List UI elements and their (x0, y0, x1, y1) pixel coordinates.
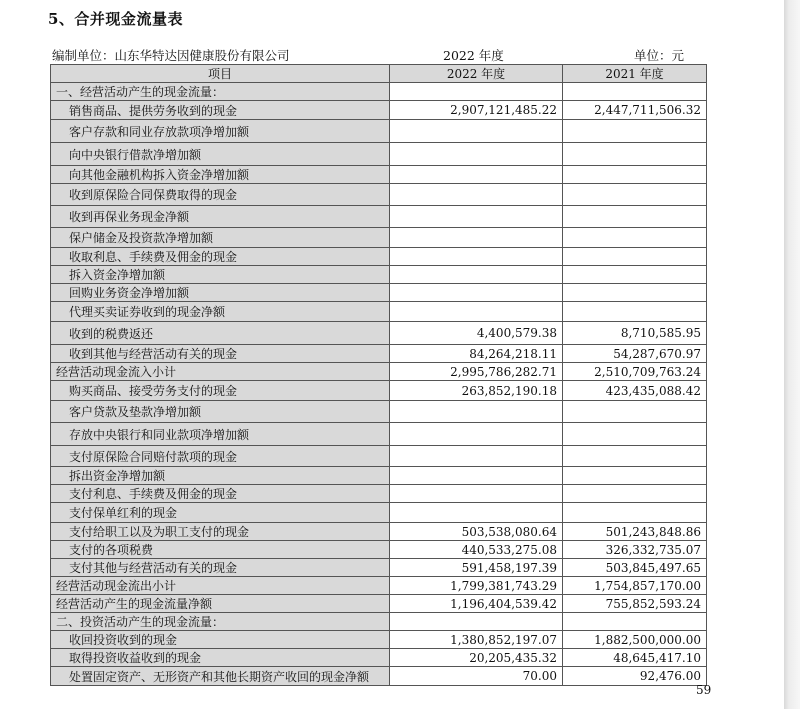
row-label: 取得投资收益收到的现金 (51, 649, 390, 667)
value-2022 (390, 184, 563, 206)
value-2021 (563, 284, 707, 302)
value-2022: 2,995,786,282.71 (390, 363, 563, 381)
value-2022: 4,400,579.38 (390, 322, 563, 345)
table-row (51, 631, 707, 649)
value-2021 (563, 485, 707, 503)
table-row (51, 228, 707, 248)
row-label: 收取利息、手续费及佣金的现金 (51, 248, 390, 266)
table-row (51, 101, 707, 120)
table-row (51, 83, 707, 101)
value-2022 (390, 467, 563, 485)
value-2021 (563, 467, 707, 485)
value-2021: 501,243,848.86 (563, 523, 707, 541)
page-number: 59 (696, 683, 712, 697)
value-2022: 2,907,121,485.22 (390, 101, 563, 120)
table-header-row (51, 65, 707, 83)
row-label: 经营活动产生的现金流量净额 (51, 595, 390, 613)
row-label: 支付原保险合同赔付款项的现金 (51, 446, 390, 467)
value-2021 (563, 446, 707, 467)
table-row (51, 284, 707, 302)
value-2022: 591,458,197.39 (390, 559, 563, 577)
table-row (51, 322, 707, 345)
value-2021: 423,435,088.42 (563, 381, 707, 401)
page-edge-shadow (784, 0, 800, 709)
value-2022 (390, 228, 563, 248)
table-row (51, 485, 707, 503)
table-row (51, 667, 707, 686)
table-row (51, 467, 707, 485)
row-label: 收到的税费返还 (51, 322, 390, 345)
value-2021 (563, 302, 707, 322)
row-label: 保户储金及投资款净增加额 (51, 228, 390, 248)
table-row (51, 577, 707, 595)
value-2022 (390, 485, 563, 503)
table-row (51, 381, 707, 401)
table-row (51, 184, 707, 206)
table-row (51, 248, 707, 266)
value-2021 (563, 423, 707, 446)
value-2022: 440,533,275.08 (390, 541, 563, 559)
header-2021: 2021 年度 (563, 65, 707, 83)
value-2021: 92,476.00 (563, 667, 707, 686)
value-2022: 263,852,190.18 (390, 381, 563, 401)
value-2021: 48,645,417.10 (563, 649, 707, 667)
table-row (51, 302, 707, 322)
header-item: 项目 (51, 65, 390, 83)
value-2021 (563, 401, 707, 423)
value-2022: 1,380,852,197.07 (390, 631, 563, 649)
row-label: 支付其他与经营活动有关的现金 (51, 559, 390, 577)
table-row (51, 143, 707, 166)
value-2021 (563, 83, 707, 101)
value-2021: 8,710,585.95 (563, 322, 707, 345)
value-2021 (563, 120, 707, 143)
value-2022 (390, 613, 563, 631)
value-2021 (563, 266, 707, 284)
table-row (51, 120, 707, 143)
section-heading: 5、合并现金流量表 (48, 10, 183, 28)
table-row (51, 595, 707, 613)
value-2021: 54,287,670.97 (563, 345, 707, 363)
value-2022 (390, 284, 563, 302)
value-2022: 84,264,218.11 (390, 345, 563, 363)
cash-flow-table (50, 64, 707, 686)
report-year: 2022 年度 (443, 48, 504, 63)
value-2022 (390, 423, 563, 446)
table-row (51, 363, 707, 381)
row-label: 拆入资金净增加额 (51, 266, 390, 284)
value-2021: 326,332,735.07 (563, 541, 707, 559)
row-label: 二、投资活动产生的现金流量： (51, 613, 390, 631)
value-2021: 2,447,711,506.32 (563, 101, 707, 120)
row-label: 向其他金融机构拆入资金净增加额 (51, 166, 390, 184)
value-2022: 1,196,404,539.42 (390, 595, 563, 613)
value-2022: 1,799,381,743.29 (390, 577, 563, 595)
row-label: 支付给职工以及为职工支付的现金 (51, 523, 390, 541)
value-2021 (563, 503, 707, 523)
value-2021: 1,754,857,170.00 (563, 577, 707, 595)
table-row (51, 206, 707, 228)
value-2022 (390, 248, 563, 266)
row-label: 拆出资金净增加额 (51, 467, 390, 485)
row-label: 支付利息、手续费及佣金的现金 (51, 485, 390, 503)
value-2021 (563, 184, 707, 206)
value-2021 (563, 248, 707, 266)
row-label: 客户贷款及垫款净增加额 (51, 401, 390, 423)
header-2022: 2022 年度 (390, 65, 563, 83)
value-2021 (563, 613, 707, 631)
row-label: 支付的各项税费 (51, 541, 390, 559)
row-label: 支付保单红利的现金 (51, 503, 390, 523)
row-label: 代理买卖证券收到的现金净额 (51, 302, 390, 322)
row-label: 收到其他与经营活动有关的现金 (51, 345, 390, 363)
table-row (51, 503, 707, 523)
table-row (51, 446, 707, 467)
table-row (51, 345, 707, 363)
row-label: 处置固定资产、无形资产和其他长期资产收回的现金净额 (51, 667, 390, 686)
row-label: 存放中央银行和同业款项净增加额 (51, 423, 390, 446)
value-2022: 503,538,080.64 (390, 523, 563, 541)
table-row (51, 613, 707, 631)
table-row (51, 266, 707, 284)
row-label: 一、经营活动产生的现金流量： (51, 83, 390, 101)
value-2022 (390, 166, 563, 184)
table-row (51, 649, 707, 667)
value-2022 (390, 83, 563, 101)
row-label: 回购业务资金净增加额 (51, 284, 390, 302)
table-body (51, 83, 707, 686)
value-2022 (390, 143, 563, 166)
table-row (51, 423, 707, 446)
table-row (51, 401, 707, 423)
table-row (51, 166, 707, 184)
reporting-entity: 编制单位：山东华特达因健康股份有限公司 (52, 48, 290, 63)
value-2021 (563, 206, 707, 228)
value-2022 (390, 206, 563, 228)
value-2021: 755,852,593.24 (563, 595, 707, 613)
row-label: 收到原保险合同保费取得的现金 (51, 184, 390, 206)
value-2021: 503,845,497.65 (563, 559, 707, 577)
table-row (51, 559, 707, 577)
row-label: 客户存款和同业存放款项净增加额 (51, 120, 390, 143)
value-2022 (390, 446, 563, 467)
value-2021: 2,510,709,763.24 (563, 363, 707, 381)
row-label: 收到再保业务现金净额 (51, 206, 390, 228)
row-label: 销售商品、提供劳务收到的现金 (51, 101, 390, 120)
value-2022 (390, 120, 563, 143)
value-2021 (563, 166, 707, 184)
value-2021 (563, 143, 707, 166)
table-row (51, 523, 707, 541)
value-2022 (390, 266, 563, 284)
row-label: 经营活动现金流入小计 (51, 363, 390, 381)
value-2021 (563, 228, 707, 248)
value-2022 (390, 401, 563, 423)
value-2022 (390, 302, 563, 322)
row-label: 收回投资收到的现金 (51, 631, 390, 649)
row-label: 向中央银行借款净增加额 (51, 143, 390, 166)
currency-unit: 单位：元 (634, 48, 685, 63)
table-row (51, 541, 707, 559)
value-2021: 1,882,500,000.00 (563, 631, 707, 649)
row-label: 购买商品、接受劳务支付的现金 (51, 381, 390, 401)
value-2022 (390, 503, 563, 523)
value-2022: 20,205,435.32 (390, 649, 563, 667)
value-2022: 70.00 (390, 667, 563, 686)
row-label: 经营活动现金流出小计 (51, 577, 390, 595)
